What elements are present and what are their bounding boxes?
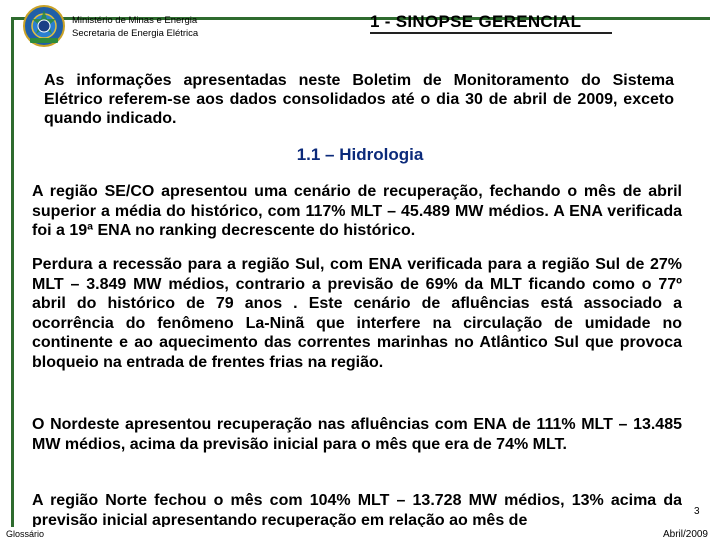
brazil-coat-of-arms-icon bbox=[22, 4, 66, 48]
footer-date: Abril/2009 bbox=[662, 529, 708, 540]
ministry-header bbox=[72, 14, 198, 40]
title-underline bbox=[370, 32, 612, 34]
page-number: 3 bbox=[694, 506, 700, 517]
paragraph-nordeste: O Nordeste apresentou recuperação nas afluências com ENA de 111% MLT – 13.485 MW médios, acima da previsão inicial para o mês que era de 74% MLT. bbox=[32, 416, 682, 453]
page-title: 1 - SINOPSE GERENCIAL bbox=[370, 12, 582, 31]
paragraph-se-co: A região SE/CO apresentou uma cenário de recuperação, fechando o mês de abril superior a média do histórico, com 117% MLT – 45.489 MW médios. A ENA verificada foi a 19ª ENA no ranking decrescente do histórico. bbox=[32, 183, 682, 239]
secretariat-name: Secretaria de Energia Elétrica bbox=[72, 28, 199, 39]
ministry-name: Ministério de Minas e Energia bbox=[72, 15, 198, 26]
glossary-link[interactable]: Glossário bbox=[6, 529, 45, 539]
section-title: 1.1 – Hidrologia bbox=[296, 145, 424, 164]
paragraph-norte: A região Norte fechou o mês com 104% MLT – 13.728 MW médios, 13% acima da previsão inicial apresentando recuperação em relação ao mês de bbox=[32, 492, 682, 527]
paragraph-sul: Perdura a recessão para a região Sul, com ENA verificada para a região Sul de 27% MLT – 3.849 MW médios, contrario a previsão de 69% da MLT ficando como o 77º abril do histórico de 79 anos . Este cenário de afluências está associado a ocorrência do fenômeno La-Ninã que interfere na circulação de umidade no continente e ao aquecimento das correntes marinhas no Atlântico Sul que provoca bloqueio na entrada de frentes frias na região. bbox=[32, 256, 682, 371]
intro-paragraph: As informações apresentadas neste Boletim de Monitoramento do Sistema Elétrico referem-se aos dados consolidados até o dia 30 de abril de 2009, exceto quando indicado. bbox=[44, 72, 674, 127]
